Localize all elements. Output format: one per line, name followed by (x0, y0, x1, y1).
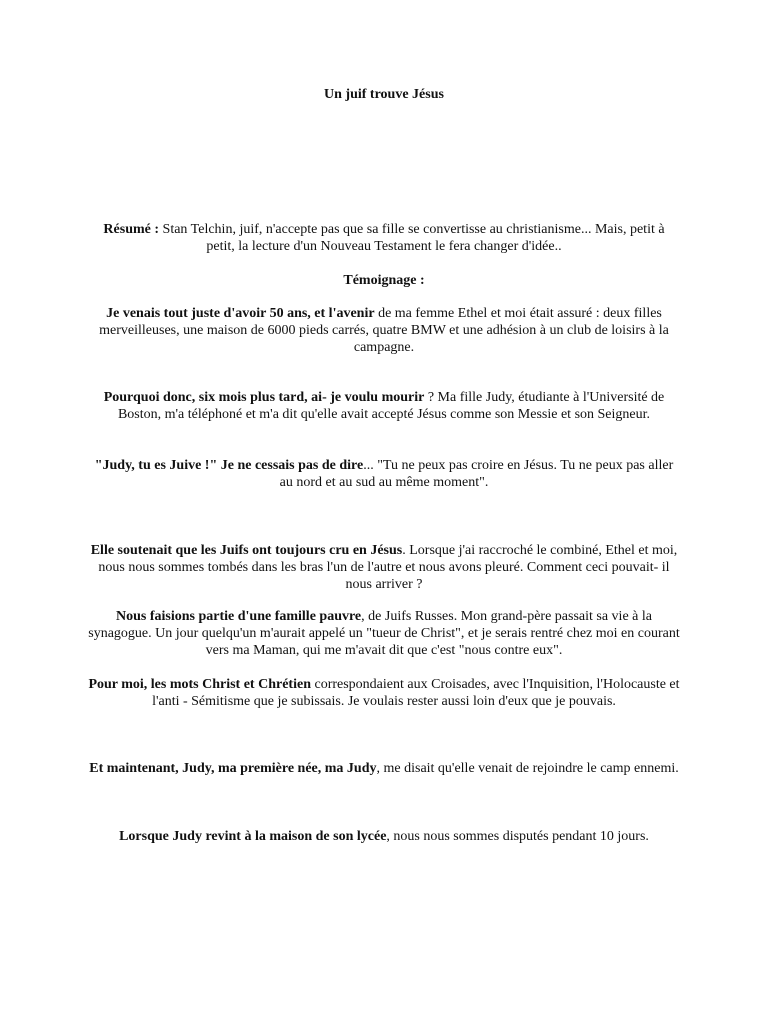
testimony-heading: Témoignage : (343, 273, 425, 288)
paragraph-text: ? Ma fille Judy, étudiante à l'Université de Boston, m'a téléphoné et m'a dit qu'elle avait accepté Jésus comme son Messie et son Seigneur. (117, 390, 665, 422)
summary-text: Stan Telchin, juif, n'accepte pas que sa fille se convertisse au christianisme... Mais, petit à petit, la lecture d'un Nouveau Testament le fera changer d'idée.. (159, 222, 665, 254)
paragraph-lead: Pour moi, les mots Christ et Chrétien (88, 677, 311, 692)
paragraph-lead: Pourquoi donc, six mois plus tard, ai- je voulu mourir (103, 390, 425, 405)
paragraph-5 (88, 608, 680, 659)
paragraph-text: . Lorsque j'ai raccroché le combiné, Ethel et moi, nous nous sommes tombés dans les bras l'un de l'autre et nous avons pleuré. Comment ceci pouvait- il nous arriver ? (98, 543, 678, 592)
document-title: Un juif trouve Jésus (324, 87, 444, 102)
paragraph-text: , me disait qu'elle venait de rejoindre le camp ennemi. (376, 761, 679, 776)
paragraph-text: , de Juifs Russes. Mon grand-père passait sa vie à la synagogue. Un jour quelqu'un m'aurait appelé un "tueur de Christ", et je serais rentré chez moi en courant vers ma Maman, qui me m'avait dit que c'est "nous contre eux". (88, 609, 680, 658)
paragraph-2 (88, 389, 680, 423)
paragraph-lead: Nous faisions partie d'une famille pauvre (116, 609, 362, 624)
paragraph-3 (88, 457, 680, 491)
paragraph-lead: Et maintenant, Judy, ma première née, ma Judy (89, 761, 377, 776)
paragraph-lead: "Judy, tu es Juive !" Je ne cessais pas de dire (94, 458, 364, 473)
paragraph-text: correspondaient aux Croisades, avec l'Inquisition, l'Holocauste et l'anti - Sémitisme que je subissais. Je voulais rester aussi loin d'eux que je pouvais. (152, 677, 680, 709)
summary-lead: Résumé : (103, 222, 160, 237)
paragraph-lead: Elle soutenait que les Juifs ont toujours cru en Jésus (90, 543, 403, 558)
paragraph-lead: Je venais tout juste d'avoir 50 ans, et l'avenir (106, 306, 375, 321)
paragraph-6 (88, 676, 680, 710)
paragraph-text: ... "Tu ne peux pas croire en Jésus. Tu ne peux pas aller au nord et au sud au même moment". (279, 458, 674, 490)
summary-paragraph (88, 221, 680, 255)
paragraph-7 (88, 760, 680, 777)
paragraph-8 (88, 828, 680, 845)
paragraph-lead: Lorsque Judy revint à la maison de son lycée (119, 829, 387, 844)
paragraph-4 (88, 542, 680, 593)
paragraph-text: , nous nous sommes disputés pendant 10 jours. (386, 829, 649, 844)
paragraph-1 (88, 305, 680, 356)
paragraph-text: de ma femme Ethel et moi était assuré : deux filles merveilleuses, une maison de 6000 pieds carrés, quatre BMW et une adhésion à un club de loisirs à la campagne. (99, 306, 669, 355)
